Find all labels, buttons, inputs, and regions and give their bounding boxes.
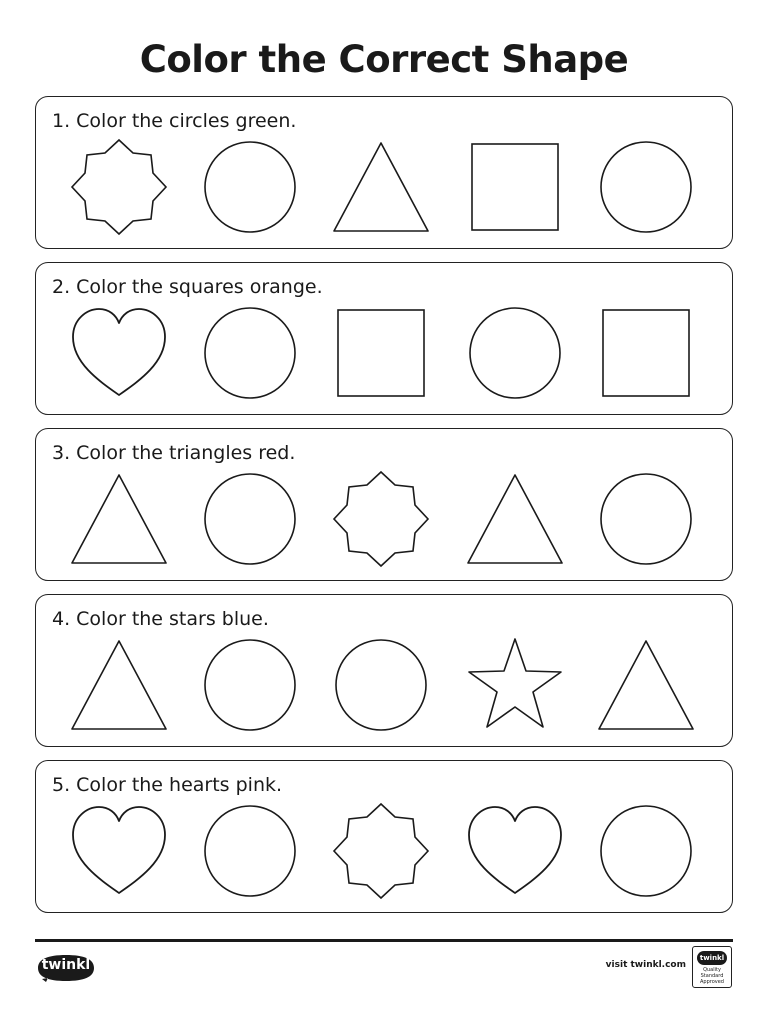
square-icon[interactable] [331,303,431,403]
circle-icon[interactable] [200,137,300,237]
visit-link[interactable]: visit twinkl.com [605,960,686,970]
question-section [35,428,733,581]
triangle-icon[interactable] [69,635,169,735]
circle-icon[interactable] [596,137,696,237]
twinkl-logo [36,953,96,983]
heart-icon[interactable] [465,801,565,901]
question-instruction: 4. Color the stars blue. [52,608,269,630]
heart-icon[interactable] [69,303,169,403]
star-icon[interactable] [465,635,565,735]
square-icon[interactable] [465,137,565,237]
question-section [35,594,733,747]
circle-icon[interactable] [465,303,565,403]
triangle-icon[interactable] [69,469,169,569]
heart-icon[interactable] [69,801,169,901]
circle-icon[interactable] [200,303,300,403]
footer-divider [35,939,733,942]
triangle-icon[interactable] [596,635,696,735]
triangle-icon[interactable] [331,137,431,237]
badge-text: Quality Standard Approved [700,967,724,985]
circle-icon[interactable] [200,635,300,735]
question-section [35,262,733,415]
question-instruction: 2. Color the squares orange. [52,276,323,298]
page-title: Color the Correct Shape [139,38,629,81]
square-icon[interactable] [596,303,696,403]
circle-icon[interactable] [596,801,696,901]
circle-icon[interactable] [596,469,696,569]
circle-icon[interactable] [331,635,431,735]
octagram-icon[interactable] [69,137,169,237]
question-section [35,760,733,913]
question-section [35,96,733,249]
triangle-icon[interactable] [465,469,565,569]
circle-icon[interactable] [200,801,300,901]
octagram-icon[interactable] [331,801,431,901]
quality-badge [692,946,732,988]
octagram-icon[interactable] [331,469,431,569]
badge-logo: twinkl [697,951,727,965]
circle-icon[interactable] [200,469,300,569]
question-instruction: 5. Color the hearts pink. [52,774,283,796]
question-instruction: 3. Color the triangles red. [52,442,296,464]
question-instruction: 1. Color the circles green. [52,110,297,132]
logo-text: twinkl [41,957,91,973]
